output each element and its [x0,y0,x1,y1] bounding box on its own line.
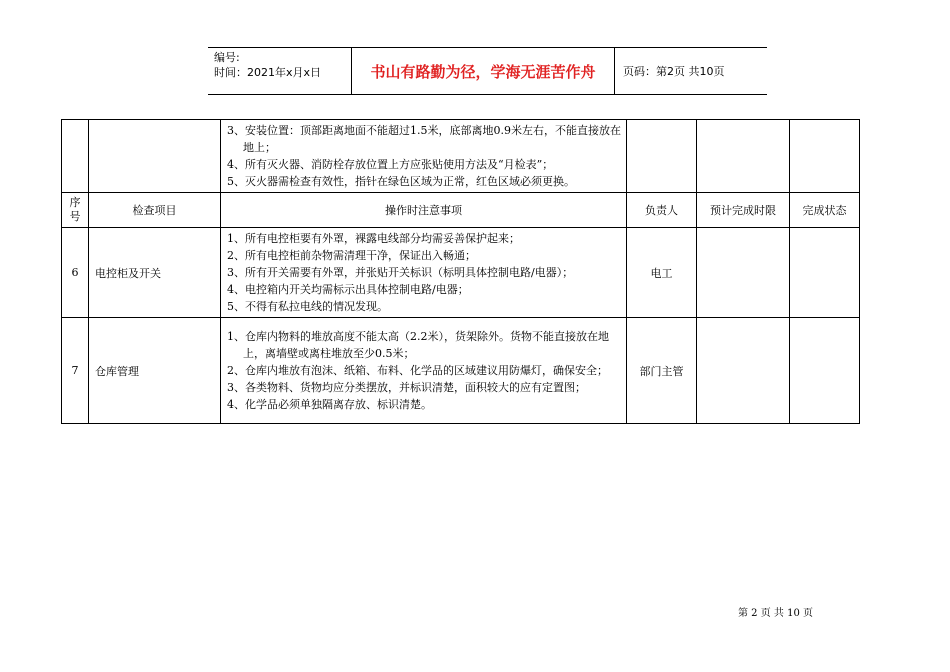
header-seq [62,193,89,228]
row-seq: 7 [62,318,89,424]
header-notes: 操作时注意事项 [221,193,627,228]
continued-item-cell [89,120,221,193]
note-line: 2、仓库内堆放有泡沫、纸箱、布料、化学品的区域建议用防爆灯，确保安全； [227,364,608,377]
header-motto: 书山有路勤为径，学海无涯苦作舟 [370,62,596,81]
row-due [697,228,790,318]
table-row [62,228,860,318]
row-seq: 6 [62,228,89,318]
header-item: 检查项目 [89,193,221,228]
continued-due-cell [697,120,790,193]
row-due [697,318,790,424]
note-line: 5、不得有私拉电线的情况发现。 [227,300,388,313]
header-status: 完成状态 [790,193,860,228]
note-line: 1、所有电控柜要有外罩，裸露电线部分均需妥善保护起来； [227,232,520,245]
note-line: 4、化学品必须单独隔离存放、标识清楚。 [227,398,432,411]
inspection-table [61,119,860,424]
page-footer: 第 2 页 共 10 页 [738,608,813,619]
header-meta [208,48,352,94]
row-status [790,228,860,318]
header-motto-cell [352,48,615,94]
note-line: 5、灭火器需检查有效性，指针在绿色区域为正常，红色区域必须更换。 [227,175,575,188]
row-owner: 电工 [627,228,697,318]
table-header-row [62,193,860,228]
continued-status-cell [790,120,860,193]
note-line: 1、仓库内物料的堆放高度不能太高（2.2米），货架除外。货物不能直接放在地上，离墙壁或离柱堆放至少0.5米； [227,330,609,360]
note-line: 2、所有电控柜前杂物需清理干净，保证出入畅通； [227,249,476,262]
row-item: 仓库管理 [89,318,221,424]
header-number-label: 编号: [214,51,240,64]
row-item: 电控柜及开关 [89,228,221,318]
continued-notes-cell [221,120,627,193]
note-line: 4、所有灭火器、消防栓存放位置上方应张贴使用方法及“月检表”； [227,158,554,171]
header-owner: 负责人 [627,193,697,228]
table-row-continued [62,120,860,193]
continued-owner-cell [627,120,697,193]
header-seq-text: 序号 [69,196,81,223]
header-time-label: 时间：2021年x月x日 [214,66,322,79]
row-status [790,318,860,424]
header-page-code: 页码：第2页 共10页 [623,65,725,78]
note-line: 4、电控箱内开关均需标示出具体控制电路/电器； [227,283,469,296]
note-line: 3、安装位置：顶部距离地面不能超过1.5米，底部离地0.9米左右，不能直接放在地上； [227,124,621,154]
page-header [208,47,767,95]
table-row [62,318,860,424]
note-line: 3、所有开关需要有外罩，并张贴开关标识（标明具体控制电路/电器）； [227,266,574,279]
row-notes [221,228,627,318]
continued-seq-cell [62,120,89,193]
header-due: 预计完成时限 [697,193,790,228]
row-notes [221,318,627,424]
note-line: 3、各类物料、货物均应分类摆放，并标识清楚，面积较大的应有定置图； [227,381,586,394]
row-owner: 部门主管 [627,318,697,424]
